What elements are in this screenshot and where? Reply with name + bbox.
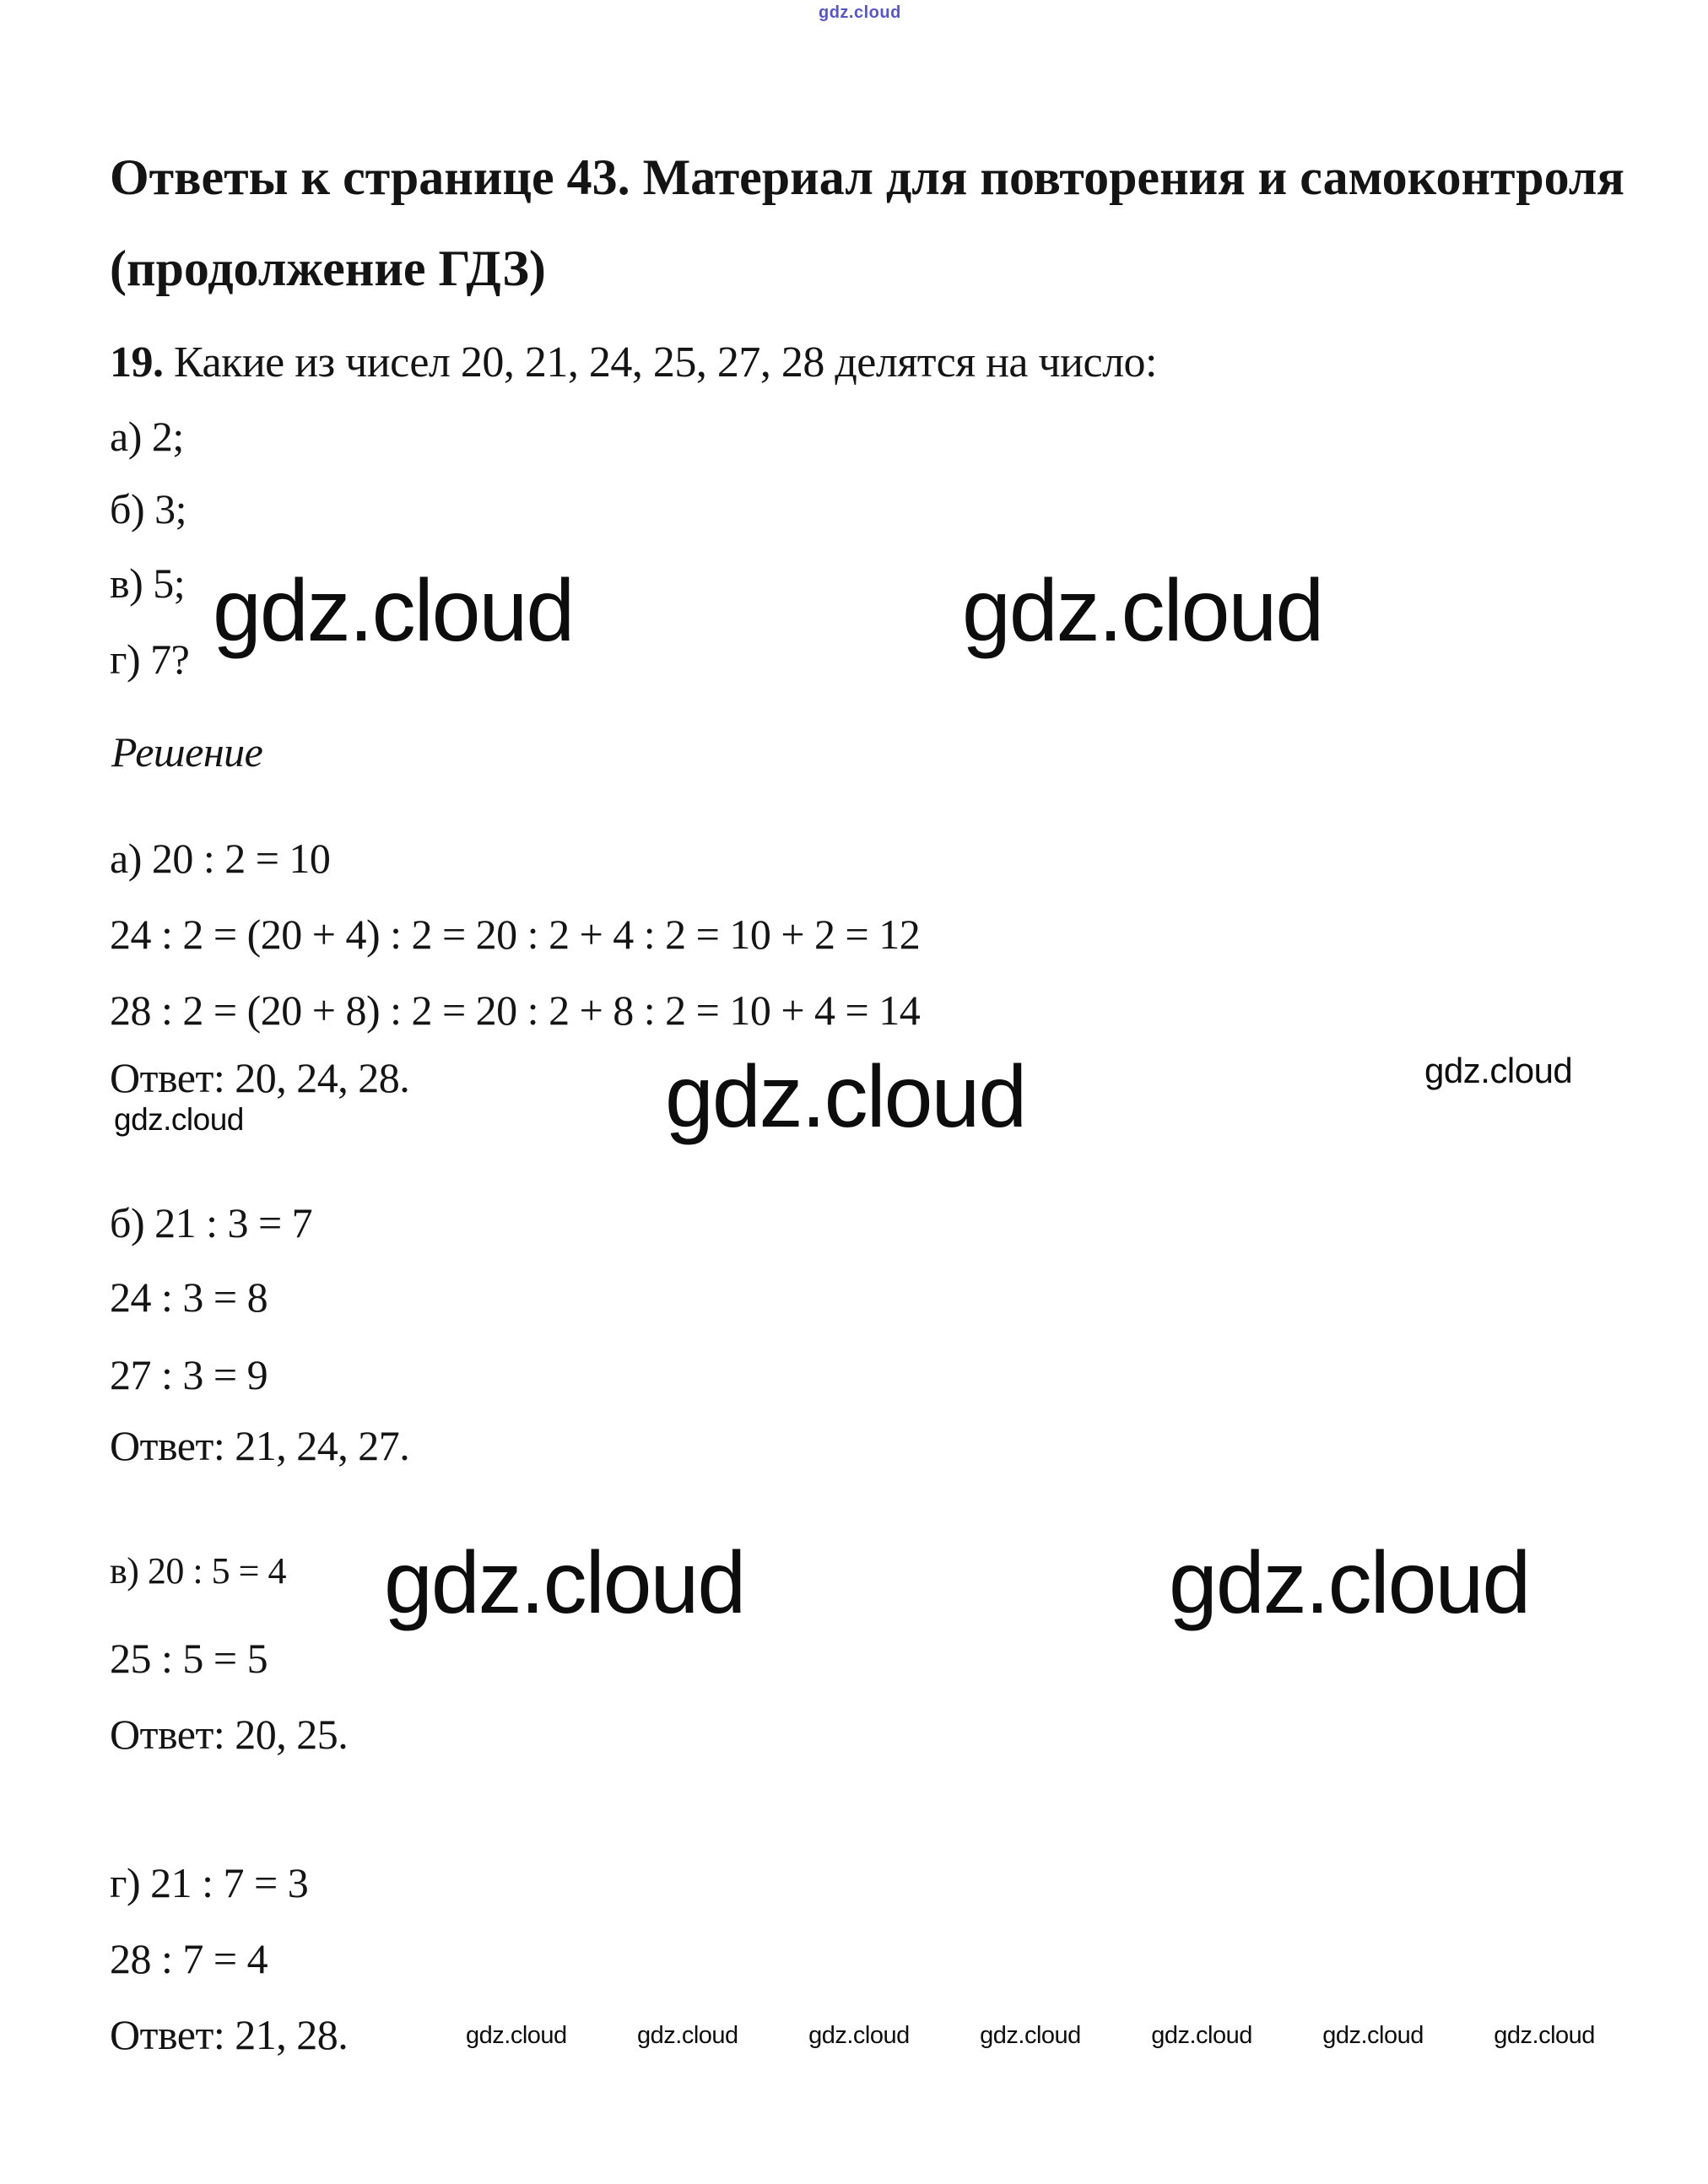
watermark-large: gdz.cloud [962, 562, 1323, 660]
solution-line: 28 : 7 = 4 [110, 1935, 268, 1982]
solution-heading: Решение [111, 728, 263, 776]
watermark-tiny: gdz.cloud [1322, 2022, 1424, 2049]
problem-number: 19. [110, 338, 164, 387]
solution-line: б) 21 : 3 = 7 [110, 1199, 313, 1246]
problem-option-a: а) 2; [110, 413, 184, 460]
page-title-line-2: (продолжение ГДЗ) [110, 241, 546, 296]
watermark-tiny: gdz.cloud [1151, 2022, 1252, 2049]
solution-line: 25 : 5 = 5 [110, 1635, 268, 1682]
solution-line: а) 20 : 2 = 10 [110, 835, 331, 882]
watermark-tiny: gdz.cloud [637, 2022, 738, 2049]
watermark-tiny: gdz.cloud [1494, 2022, 1595, 2049]
solution-line: 28 : 2 = (20 + 8) : 2 = 20 : 2 + 8 : 2 = 10 + 4 = 14 [110, 987, 921, 1034]
watermark-large: gdz.cloud [213, 562, 574, 660]
answer-line: Ответ: 21, 24, 27. [110, 1422, 410, 1469]
watermark-medium: gdz.cloud [1424, 1051, 1573, 1090]
watermark-tiny: gdz.cloud [980, 2022, 1081, 2049]
problem-option-b: б) 3; [110, 485, 186, 532]
watermark-row [466, 2024, 1595, 2048]
solution-line: 24 : 2 = (20 + 4) : 2 = 20 : 2 + 4 : 2 = 10 + 2 = 12 [110, 911, 921, 958]
problem-text: Какие из чисел 20, 21, 24, 25, 27, 28 делятся на число: [174, 338, 1157, 387]
watermark-tiny: gdz.cloud [808, 2022, 910, 2049]
solution-line: 27 : 3 = 9 [110, 1351, 268, 1398]
watermark-small: gdz.cloud [114, 1102, 244, 1137]
page-title-line-1: Ответы к странице 43. Материал для повторения и самоконтроля [110, 149, 1624, 205]
watermark-large: gdz.cloud [384, 1534, 745, 1632]
problem-option-g: г) 7? [110, 635, 190, 683]
watermark-tiny: gdz.cloud [466, 2022, 567, 2049]
answer-line: Ответ: 20, 25. [110, 1711, 349, 1758]
problem-option-v: в) 5; [110, 560, 186, 607]
watermark-large: gdz.cloud [665, 1048, 1026, 1146]
solution-line: г) 21 : 7 = 3 [110, 1859, 309, 1906]
solution-line: в) 20 : 5 = 4 [110, 1550, 286, 1592]
solution-line: 24 : 3 = 8 [110, 1273, 268, 1321]
problem-statement [110, 338, 1157, 387]
answer-line: Ответ: 20, 24, 28. [110, 1054, 410, 1101]
watermark-large: gdz.cloud [1169, 1534, 1530, 1632]
watermark-top: gdz.cloud [819, 3, 901, 22]
answer-line: Ответ: 21, 28. [110, 2011, 349, 2058]
